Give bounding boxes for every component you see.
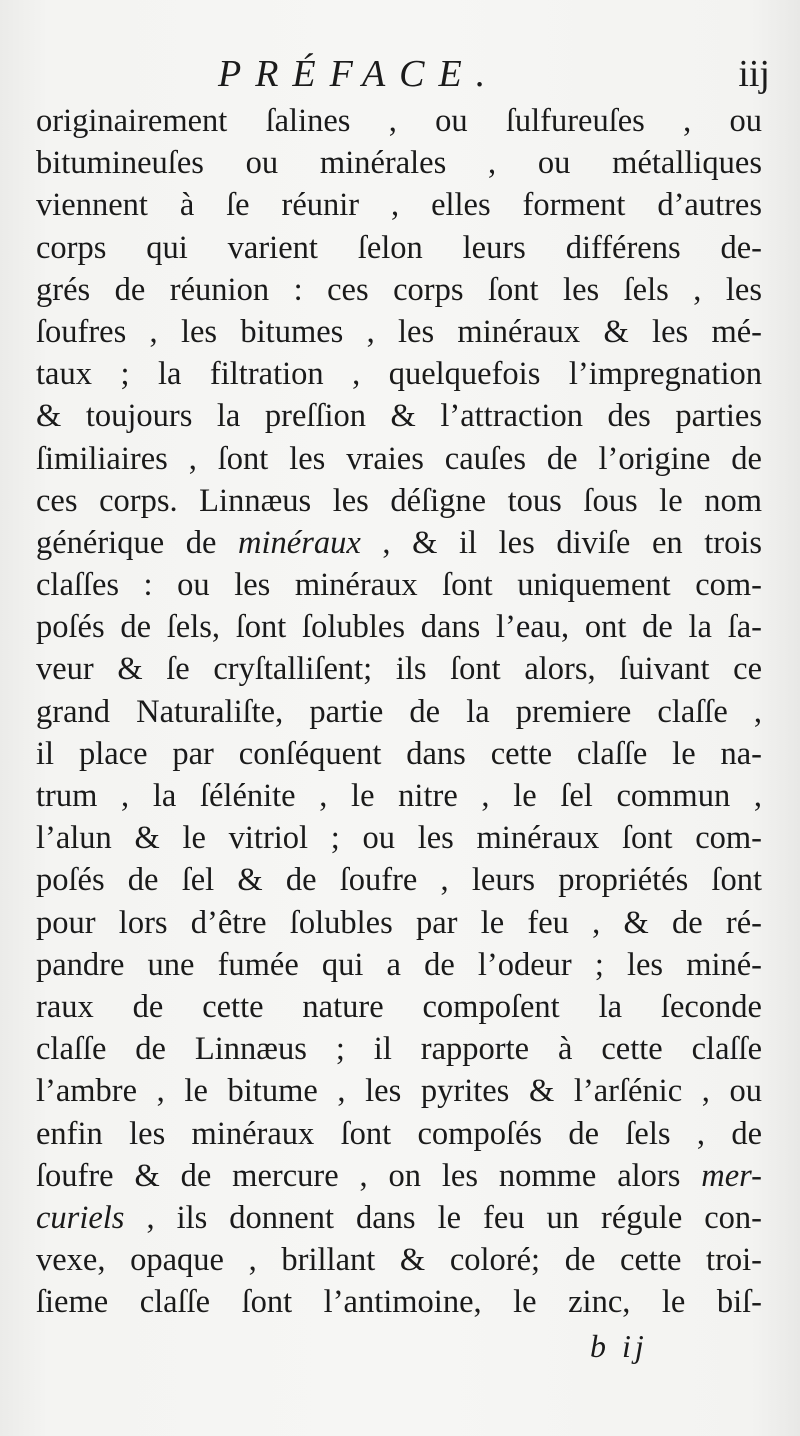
text-line: il place par conſéquent dans cette claſſe le na- — [36, 735, 762, 772]
page-number: iij — [738, 53, 770, 95]
text-line: enfin les minéraux ſont compoſés de ſels , de — [36, 1115, 762, 1152]
text-line: poſés de ſels, ſont ſolubles dans l’eau, ont de la ſa- — [36, 609, 762, 646]
text-line: claſſes : ou les minéraux ſont uniquement com- — [36, 567, 762, 604]
text-line: grés de réunion : ces corps ſont les ſels , les — [36, 271, 762, 308]
text-line: & toujours la preſſion & l’attraction des parties — [36, 398, 762, 435]
text-line: claſſe de Linnæus ; il rapporte à cette claſſe — [36, 1031, 762, 1068]
text-line: pandre une fumée qui a de l’odeur ; les miné- — [36, 946, 762, 983]
text-line: bitumineuſes ou minérales , ou métalliques — [36, 145, 762, 182]
text-line: taux ; la filtration , quelquefois l’impregnation — [36, 356, 762, 393]
running-head-title: PRÉFACE. — [218, 53, 500, 95]
text-line: l’ambre , le bitume , les pyrites & l’arſénic , ou — [36, 1073, 762, 1110]
text-line: grand Naturaliſte, partie de la premiere claſſe , — [36, 693, 762, 730]
text-line: ſieme claſſe ſont l’antimoine, le zinc, le biſ- — [36, 1284, 762, 1321]
text-line: poſés de ſel & de ſoufre , leurs propriétés ſont — [36, 862, 762, 899]
running-head — [0, 52, 800, 104]
text-line: raux de cette nature compoſent la ſeconde — [36, 988, 762, 1025]
text-line: veur & ſe cryſtalliſent; ils ſont alors, ſuivant ce — [36, 651, 762, 688]
italic-term: curiels — [36, 1199, 125, 1236]
text-line: vexe, opaque , brillant & coloré; de cette troi- — [36, 1242, 762, 1279]
text-line: ces corps. Linnæus les déſigne tous ſous le nom — [36, 482, 762, 519]
italic-term: mer- — [701, 1157, 762, 1194]
text-line: curiels , ils donnent dans le feu un régule con- — [36, 1199, 762, 1236]
text-line: corps qui varient ſelon leurs différens de- — [36, 229, 762, 266]
text-line: ſoufres , les bitumes , les minéraux & les mé- — [36, 313, 762, 350]
text-line: viennent à ſe réunir , elles forment d’autres — [36, 187, 762, 224]
text-line: l’alun & le vitriol ; ou les minéraux ſont com- — [36, 820, 762, 857]
text-line: générique de minéraux , & il les diviſe en trois — [36, 524, 762, 561]
text-line: ſoufre & de mercure , on les nomme alors mer- — [36, 1157, 762, 1194]
text-line: originairement ſalines , ou ſulfureuſes , ou — [36, 103, 762, 139]
text-line: trum , la ſélénite , le nitre , le ſel commun , — [36, 778, 762, 814]
body-text — [36, 100, 762, 1323]
text-line: pour lors d’être ſolubles par le feu , & de ré- — [36, 904, 762, 941]
signature-mark: b ij — [590, 1328, 648, 1364]
italic-term: minéraux — [238, 524, 361, 561]
text-line: ſimiliaires , ſont les vraies cauſes de l’origine de — [36, 440, 762, 477]
